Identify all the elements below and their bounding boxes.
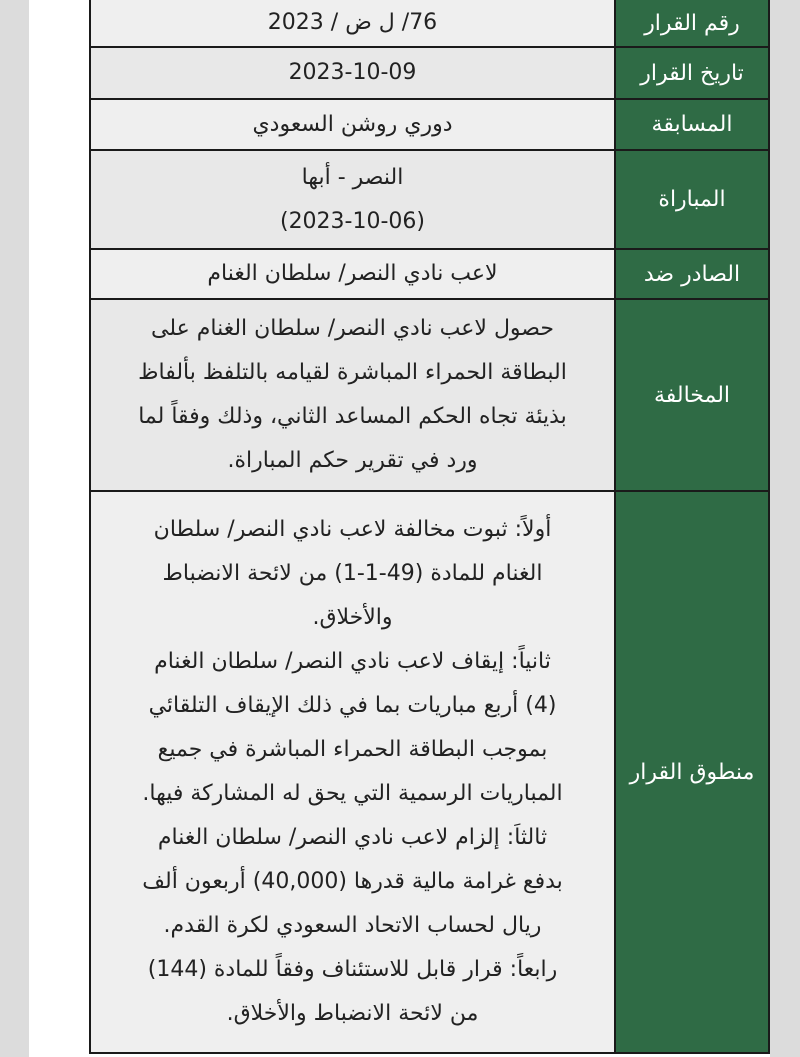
text-line: الغنام للمادة (49-1-1) من لائحة الانضباط	[162, 561, 543, 586]
text-line: من لائحة الانضباط والأخلاق.	[226, 1001, 479, 1026]
row-verdict	[90, 491, 769, 1053]
label-issued-against: الصادر ضد	[615, 249, 769, 299]
text-line: والأخلاق.	[312, 605, 393, 630]
text-line: ورد في تقرير حكم المباراة.	[227, 448, 478, 473]
row-issued-against	[90, 249, 769, 299]
text-line: ريال لحساب الاتحاد السعودي لكرة القدم.	[163, 913, 542, 938]
text-line: المباريات الرسمية التي يحق له المشاركة فيها.	[142, 781, 563, 806]
value-decision-date	[90, 47, 615, 99]
text-line: (4) أربع مباريات بما في ذلك الإيقاف التلقائي	[148, 693, 557, 718]
row-decision-date	[90, 47, 769, 99]
text-line: البطاقة الحمراء المباشرة لقيامه بالتلفظ بألفاظ	[138, 360, 567, 385]
text-line: بموجب البطاقة الحمراء المباشرة في جميع	[157, 737, 548, 762]
row-decision-number	[90, 0, 769, 47]
text-line: ثانياً: إيقاف لاعب نادي النصر/ سلطان الغنام	[154, 649, 551, 674]
label-decision-number: رقم القرار	[615, 0, 769, 47]
value-competition	[90, 99, 615, 150]
decision-table	[89, 0, 770, 1054]
row-competition	[90, 99, 769, 150]
text-line: 2023-10-09	[288, 60, 417, 85]
row-match	[90, 150, 769, 249]
value-decision-number	[90, 0, 615, 47]
document-page	[29, 0, 770, 1057]
value-violation	[90, 299, 615, 491]
text-line: أولاً: ثبوت مخالفة لاعب نادي النصر/ سلطان	[153, 517, 552, 542]
text-line: (2023-10-06)	[279, 208, 426, 234]
label-match: المباراة	[615, 150, 769, 249]
row-violation	[90, 299, 769, 491]
text-line: لاعب نادي النصر/ سلطان الغنام	[207, 261, 498, 286]
text-line: 76/ ل ض / 2023	[267, 10, 438, 35]
label-competition: المسابقة	[615, 99, 769, 150]
value-match	[90, 150, 615, 249]
text-line: بذيئة تجاه الحكم المساعد الثاني، وذلك وفقاً لما	[138, 404, 567, 429]
label-decision-date: تاريخ القرار	[615, 47, 769, 99]
text-line: رابعاً: قرار قابل للاستئناف وفقاً للمادة (144)	[147, 957, 558, 982]
text-line: دوري روشن السعودي	[252, 111, 453, 137]
text-line: ثالثاَ: إلزام لاعب نادي النصر/ سلطان الغنام	[157, 825, 548, 850]
text-line: حصول لاعب نادي النصر/ سلطان الغنام على	[151, 316, 554, 341]
label-verdict: منطوق القرار	[615, 491, 769, 1053]
text-line: النصر - أبها	[301, 164, 404, 190]
label-violation: المخالفة	[615, 299, 769, 491]
text-line: بدفع غرامة مالية قدرها (40,000) أربعون ألف	[142, 869, 563, 894]
value-verdict	[90, 491, 615, 1053]
value-issued-against	[90, 249, 615, 299]
